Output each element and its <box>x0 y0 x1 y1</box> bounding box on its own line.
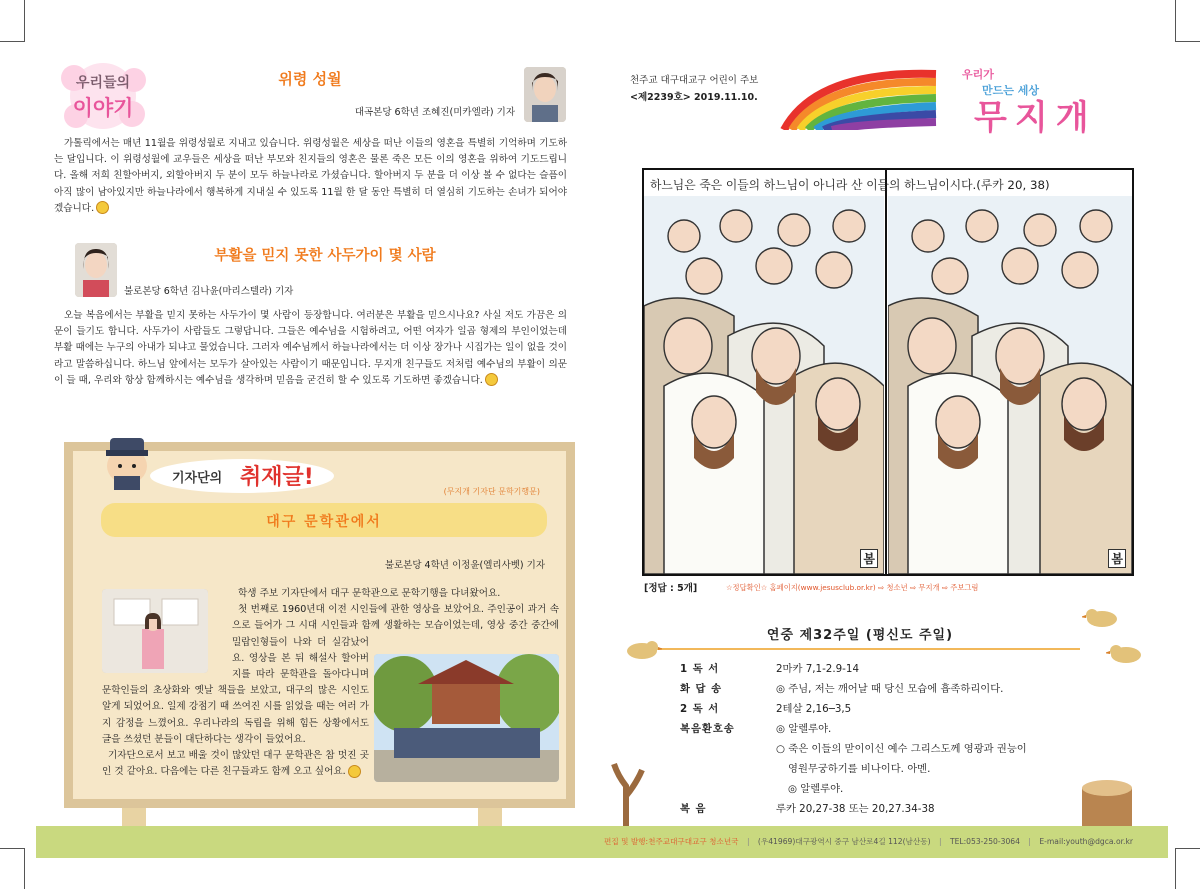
masthead-org: 천주교 대구대교구 어린이 주보 <box>630 75 759 86</box>
crop-mark <box>24 0 25 42</box>
board-heading-small: 기자단의 <box>172 471 223 486</box>
puzzle-caption: 하느님은 죽은 이들의 하느님이 아니라 산 이들의 하느님이시다.(루카 20, 38) <box>650 178 1050 192</box>
story2-body-text: 오늘 복음에서는 부활을 믿지 못하는 사두가이 몇 사람이 등장합니다. 여러분은 부활을 믿으시나요? 사실 저도 가끔은 의문이 들기도 합니다. 사두가이 사람들도 그렇답니다. 그들은 예수님을 시험하려고, 어떤 여자가 일곱 형제의 부인이었는데 부활 때에는 누구의 아내가 되냐고 물었습니다. 그러자 예수님께서 하늘나라에서는 더 이상 장가나 시집가는 일이 없을 것이라고 말씀하십니다. 하느님 앞에서는 모두가 살아있는 사람이기 때문입니다. 무지개 친구들도 저처럼 예수님의 부활이 의문이 들 때, 우리와 항상 함께하시는 예수님을 생각하며 믿음을 굳건히 할 수 있도록 기도하면 좋겠습니다. <box>54 310 567 386</box>
footer-publisher: 편집 및 발행:천주교대구대교구 청소년국 <box>604 837 739 846</box>
story2-title: 부활을 믿지 못한 사두가이 몇 사람 <box>214 248 436 264</box>
crop-mark <box>1176 41 1200 42</box>
liturgy-value: 2마카 7,1-2.9-14 <box>776 663 860 675</box>
crop-mark <box>0 848 24 849</box>
reporter-photo <box>524 67 566 122</box>
board-p1: 학생 주보 기자단에서 대구 문학관으로 문학기행을 다녀왔어요. <box>238 588 501 599</box>
liturgy-value: ◎ 알렐루야. <box>776 723 832 735</box>
puzzle-right-panel <box>888 196 1132 574</box>
puzzle-answer: [정답 : 5개] <box>644 583 698 594</box>
masthead-slogan-a: 우리가 <box>962 68 994 81</box>
liturgy-value: ○ 죽은 이들의 맏이이신 예수 그리스도께 영광과 권능이 <box>776 743 1027 755</box>
board-heading-big: 취재글! <box>240 465 314 490</box>
smiley-icon <box>96 201 109 214</box>
footer-separator: | <box>938 837 942 846</box>
stump-icon <box>1072 774 1142 830</box>
logo-line2: 이야기 <box>72 96 134 120</box>
reporter-mascot-icon <box>96 428 158 490</box>
liturgy-key: 화 답 송 <box>680 683 723 695</box>
puzzle-divider <box>885 168 887 576</box>
board-heading <box>150 456 350 496</box>
bird-icon <box>1106 640 1146 666</box>
board-tag: (무지개 기자단 문학기행문) <box>443 487 540 496</box>
board-p2: 첫 번째로 1960년대 이전 시인들에 관한 영상을 보았어요. 주인공이 과거 속으로 들어가 그 시대 시인들과 함께 생활하는 모습이었는데, 영상 중간 중간에 밀랍인형들이 나와 더 실감났어요. 영상을 본 뒤 해설사 할아버지를 따라 문학관을 돌아다니며 문학인들의 초상화와 옛날 책들을 보았고, 대구의 많은 시인도 알게 되었어요. 일제 강점기 때 쓰여진 시를 읽었을 때는 여러 가지 감정을 느꼈어요. 우리나라의 독립을 위해 힘든 상황에서도 글을 쓰셨던 분들이 대단하다는 생각이 들었어요. <box>102 604 559 745</box>
liturgy-key: 2 독 서 <box>680 703 720 715</box>
liturgy-title: 연중 제32주일 (평신도 주일) <box>766 628 954 643</box>
footer-address: (우41969)대구광역시 중구 남산로4길 112(남산동) <box>757 837 931 846</box>
story1-title: 위령 성월 <box>278 70 342 88</box>
liturgy-value: ◎ 알렐루야. <box>788 783 844 795</box>
footer-email: E-mail:youth@dgca.or.kr <box>1039 837 1133 846</box>
liturgy-rule <box>640 648 1080 650</box>
board-p3-text: 기자단으로서 보고 배울 것이 많았던 대구 문학관은 참 멋진 곳인 것 같아요. 다음에는 다른 친구들과도 함께 오고 싶어요. <box>102 750 369 778</box>
crop-mark <box>0 41 24 42</box>
board-body <box>102 586 559 780</box>
masthead-issue: <제2239호> 2019.11.10. <box>630 92 758 103</box>
section-logo <box>54 60 152 132</box>
crop-mark <box>24 848 25 889</box>
tree-icon <box>604 756 654 828</box>
artist-signature: 봄 <box>1108 549 1126 568</box>
liturgy-value: ◎ 주님, 저는 깨어날 때 당신 모습에 흡족하리이다. <box>776 683 1004 695</box>
story1-body <box>54 136 567 217</box>
rainbow-icon <box>776 60 946 130</box>
liturgy-key: 1 독 서 <box>680 663 720 675</box>
bird-icon <box>622 636 662 662</box>
footer-separator: | <box>746 837 750 846</box>
story1-byline: 대곡본당 6학년 조혜진(미카엘라) 기자 <box>354 107 515 118</box>
masthead-name: 무지개 <box>974 98 1097 138</box>
liturgy-value: 영원무궁하기를 비나이다. 아멘. <box>788 763 931 775</box>
footer-separator: | <box>1028 837 1031 846</box>
float-right <box>369 650 559 780</box>
story2-body <box>54 308 567 389</box>
reporter-photo <box>75 243 117 297</box>
puzzle-left-panel <box>644 196 884 574</box>
crop-mark <box>1175 0 1176 42</box>
board-byline: 불로본당 4학년 이정윤(엘리사벳) 기자 <box>384 560 545 571</box>
crop-mark <box>1175 848 1176 889</box>
logo-line1: 우리들의 <box>75 75 131 91</box>
story2-byline: 불로본당 6학년 김나윤(마리스텔라) 기자 <box>124 286 294 297</box>
liturgy-key: 복 음 <box>680 803 707 815</box>
footer-tel: TEL:053-250-3064 <box>949 837 1020 846</box>
board-title: 대구 문학관에서 <box>266 514 382 530</box>
liturgy-table <box>680 660 1080 822</box>
crop-mark <box>1176 848 1200 849</box>
float-left <box>102 586 232 673</box>
liturgy-value: 2테살 2,16─3,5 <box>776 703 852 715</box>
liturgy-key: 복음환호송 <box>680 723 735 735</box>
story1-body-text: 가톨릭에서는 매년 11월을 위령성월로 지내고 있습니다. 위령성월은 세상을 떠난 이들의 영혼을 특별히 기억하며 기도하는 달입니다. 이 위령성월에 교우들은 세상을 떠난 부모와 친지들의 영혼은 물론 죽은 모든 이의 영혼을 위하여 기도드립니다. 올해 저희 친할아버지, 외할아버지 두 분이 모두 하늘나라로 가셨습니다. 할아버지 두 분을 더 이상 볼 수 없다는 슬픔이 아직 많이 남아있지만 하늘나라에서 행복하게 지내실 수 있도록 11월 한 달 동안 특별히 더 열심히 기도하는 손녀가 되어야겠습니다. <box>54 138 567 214</box>
smiley-icon <box>348 765 361 778</box>
footer-info <box>604 836 1164 847</box>
bird-icon <box>1082 604 1122 630</box>
liturgy-value: 루카 20,27-38 또는 20,27.34-38 <box>776 803 935 815</box>
smiley-icon <box>485 373 498 386</box>
puzzle-hint: ☆정답확인☆ 홈페이지(www.jesusclub.or.kr) ⇨ 청소년 ⇨ 무지개 ⇨ 주보그림 <box>726 583 979 592</box>
masthead-slogan-b: 만드는 세상 <box>982 84 1039 97</box>
artist-signature: 봄 <box>860 549 878 568</box>
